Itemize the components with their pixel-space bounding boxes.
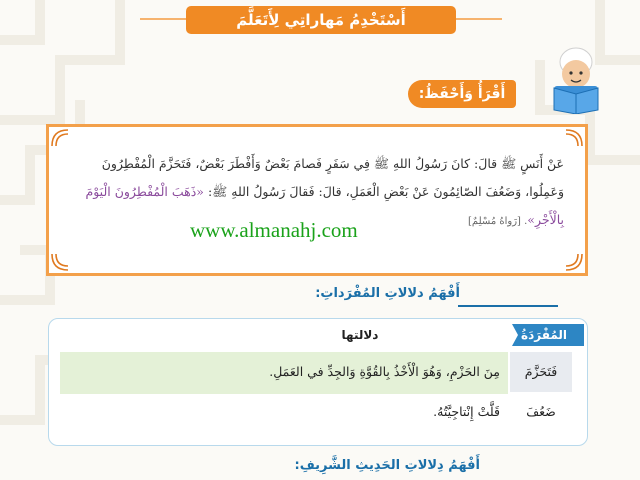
corner-ornament-icon	[564, 128, 584, 148]
header-word: المُفْرَدَةُ	[520, 328, 567, 342]
hadith-source: . [رَواهُ مُسْلِمٌ]	[468, 216, 528, 227]
page-title: أَسْتَخْدِمُ مَهاراتِي لِأَتَعَلَّمَ	[186, 6, 456, 34]
reading-boy-icon	[536, 44, 616, 114]
banner-left-bar	[140, 18, 186, 20]
table-row-word: ضَعُفَ	[526, 404, 556, 419]
corner-ornament-icon	[564, 252, 584, 272]
table-row-meaning: قَلَّتْ إِنْتاجِيَّتُهُ.	[433, 404, 500, 419]
hadith-line-2	[70, 178, 564, 206]
hadith-line-1: عَنْ أَنَسٍ ﷺ قالَ: كانَ رَسُولُ اللهِ ﷺ فِي سَفَرٍ فَصامَ بَعْضٌ وَأَفْطَرَ بَعْضٌ، فَتَحَزَّمَ الْمُفْطِرُونَ	[101, 156, 564, 171]
header-meaning: دلالتها	[341, 328, 379, 342]
vocab-title-underline	[458, 305, 558, 307]
table-row-meaning: مِنَ الحَزْمِ، وَهُوَ الْأَخْذُ بِالقُوَّةِ وَالجِدِّ في العَمَلِ.	[269, 364, 500, 379]
hadith-quote-end: بِالْأَجْرِ»	[527, 212, 564, 227]
hadith-section-title: أَفْهَمُ دِلالاتِ الحَدِيثِ الشَّرِيفِ:	[294, 458, 480, 473]
hadith-line-2-text: وَعَمِلُوا، وَضَعُفَ الصّائِمُونَ عَنْ بَعْضِ الْعَمَلِ، قالَ: فَقالَ رَسُولُ اللهِ ﷺ:	[207, 184, 564, 199]
corner-ornament-icon	[50, 128, 70, 148]
vocab-section-title: أَفْهَمُ دلالاتِ المُفْرَداتِ:	[315, 286, 460, 301]
hadith-quote: «ذَهَبَ الْمُفْطِرُونَ الْيَوْمَ	[85, 184, 204, 199]
banner-right-bar	[456, 18, 502, 20]
read-and-memorize-label: أَقْرَأُ وَأَحْفَظُ:	[408, 80, 516, 108]
corner-ornament-icon	[50, 252, 70, 272]
table-row-word: فَتَحَزَّمَ	[524, 364, 558, 379]
watermark-link[interactable]: www.almanahj.com	[190, 218, 358, 242]
